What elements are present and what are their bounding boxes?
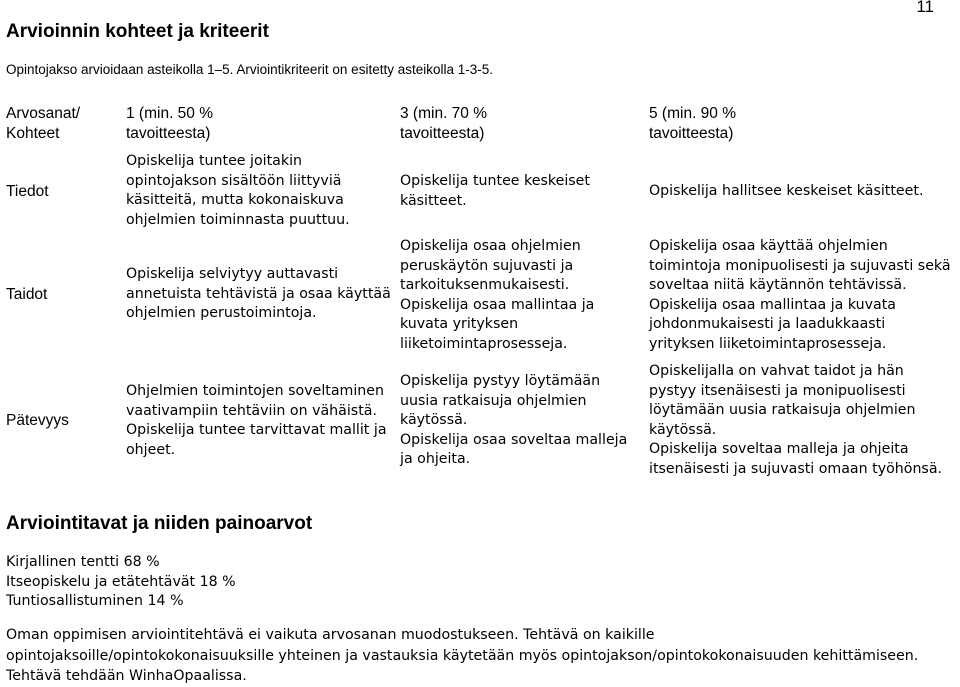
taidot-grade-3: Opiskelija osaa ohjelmien peruskäytön sujuvasti ja tarkoituksenmukaisesti. Opiskelija osaa mallintaa ja kuvata yrityksen liiketoimintaprosesseja. [400,238,595,352]
row-label-taidot: Taidot [6,286,48,303]
patevyys-grade-1: Ohjelmien toimintojen soveltaminen vaativampiin tehtäviin on vähäistä. Opiskelija tuntee tarvittavat mallit ja ohjeet. [126,383,387,458]
tiedot-grade-3: Opiskelija tuntee keskeiset käsitteet. [400,173,590,209]
page-number: 11 [916,0,934,16]
weight-item: Tuntiosallistuminen 14 % [6,593,184,609]
weights-section-title: Arviointitavat ja niiden painoarvot [6,513,313,534]
tiedot-grade-1: Opiskelija tuntee joitakin opintojakson sisältöön liittyviä käsitteitä, mutta kokonaiskuva ohjelmien toiminnasta puuttuu. [126,153,350,228]
header-grade-3: 3 (min. 70 % tavoitteesta) [400,105,488,142]
header-grade-column: Arvosanat/ Kohteet [6,105,81,142]
row-label-patevyys: Pätevyys [6,412,69,429]
weight-item: Kirjallinen tentti 68 % [6,554,160,570]
patevyys-grade-3: Opiskelija pystyy löytämään uusia ratkaisuja ohjelmien käytössä. Opiskelija osaa soveltaa malleja ja ohjeita. [400,373,628,467]
weights-list [6,553,236,612]
header-grade-5: 5 (min. 90 % tavoitteesta) [649,105,737,142]
weight-item: Itseopiskelu ja etätehtävät 18 % [6,573,236,590]
header-grade-1: 1 (min. 50 % tavoitteesta) [126,105,214,142]
taidot-grade-5: Opiskelija osaa käyttää ohjelmien toimintoja monipuolisesti ja sujuvasti sekä soveltaa niitä käytännön tehtävissä. Opiskelija osaa mallintaa ja kuvata johdonmukaisesti ja laadukkaasti yrityksen liiketoimintaprosesseja. [649,238,951,352]
patevyys-grade-5: Opiskelijalla on vahvat taidot ja hän pystyy itsenäisesti ja monipuolisesti löytämään uusia ratkaisuja ohjelmien käytössä. Opiskelija soveltaa malleja ja ohjeita itsenäisesti ja sujuvasti omaan työhönsä. [649,363,943,477]
row-label-tiedot: Tiedot [6,183,49,200]
taidot-grade-1: Opiskelija selviytyy auttavasti annetuista tehtävistä ja osaa käyttää ohjelmien perustoimintoja. [126,266,391,321]
intro-text: Opintojakso arvioidaan asteikolla 1–5. Arviointikriteerit on esitetty asteikolla 1-3-5. [6,62,494,77]
tiedot-grade-5: Opiskelija hallitsee keskeiset käsitteet. [649,183,924,199]
assessment-note: Oman oppimisen arviointitehtävä ei vaikuta arvosanan muodostukseen. Tehtävä on kaikille opintojaksoille/opintokokonaisuuksille yhteinen ja vastauksia käytetään myös opintojakson/opintokokonaisuuden kehittämiseen. Tehtävä tehdään WinhaOpaalissa. [6,627,919,684]
section-title: Arvioinnin kohteet ja kriteerit [6,21,269,42]
